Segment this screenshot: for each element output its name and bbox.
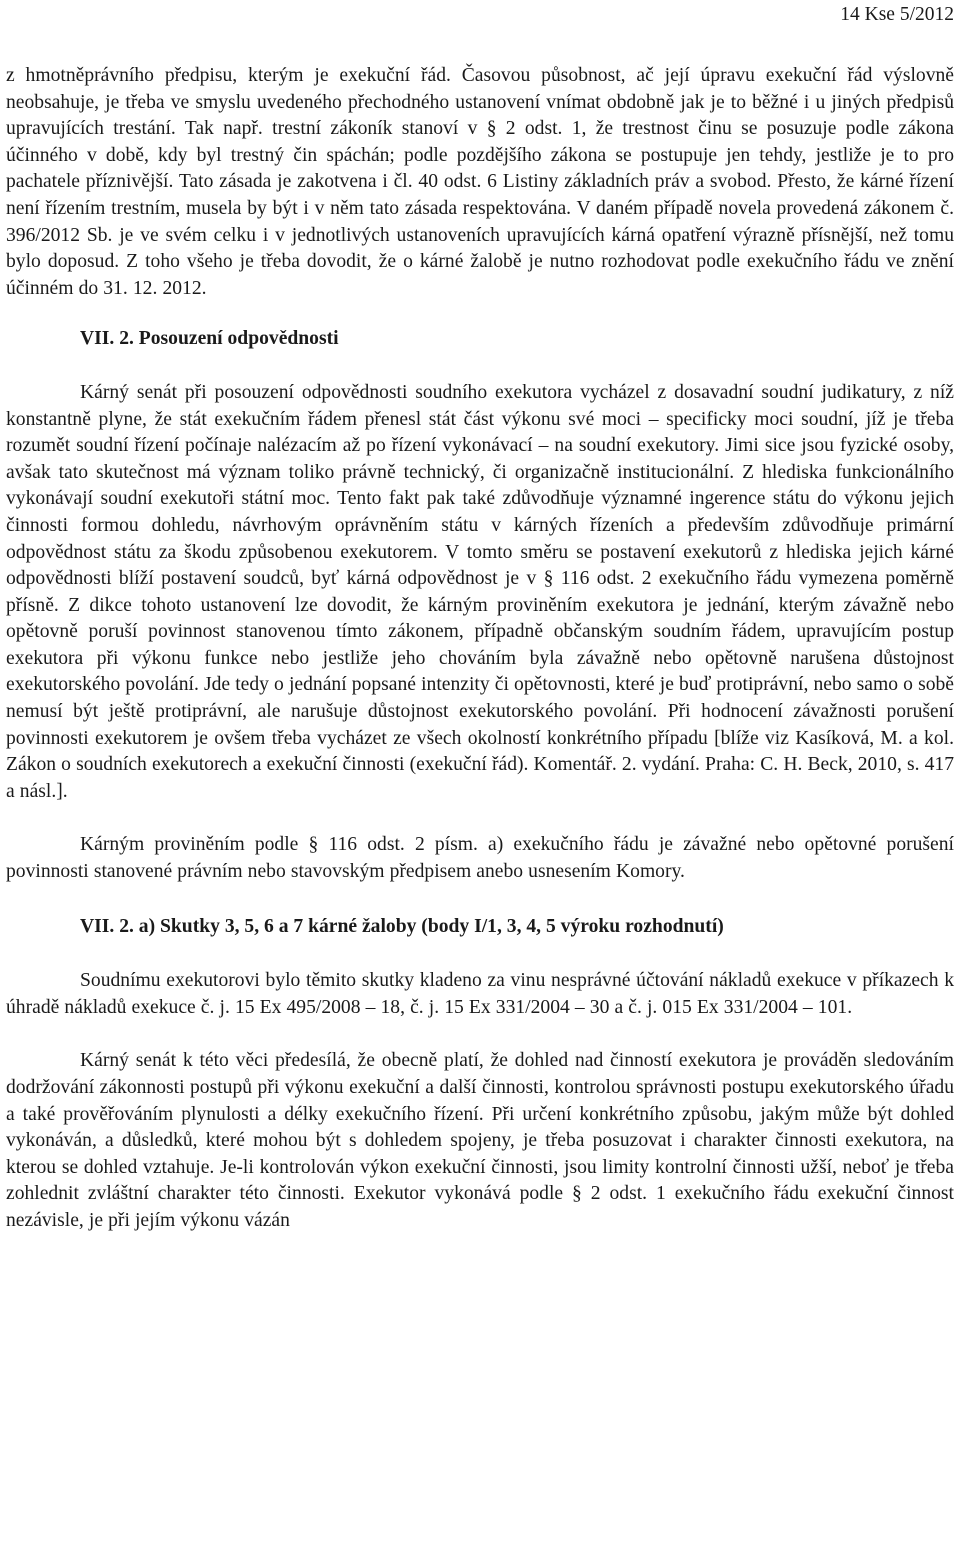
case-number-header: 14 Kse 5/2012 [840,4,954,25]
paragraph-disciplinary-offence-definition: Kárným proviněním podle § 116 odst. 2 písm. a) exekučního řádu je závažné nebo opětovné porušení povinnosti stanovené právním nebo stavovským předpisem anebo usnesením Komory. [6,834,954,883]
paragraph-supervision: Kárný senát k této věci předesílá, že obecně platí, že dohled nad činností exekutora je prováděn sledováním dodržování zákonnosti postupů při výkonu exekuční a další činnosti, kontrolou správnosti postupu exekutorského úřadu a také prověřováním plynulosti a délky exekučního řízení. Při určení konkrétního způsobu, jakým může být dohled vykonáván, a důsledků, které mohou být s dohledem spojeny, je třeba posuzovat i charakter činnosti exekutora, na kterou se dohled vztahuje. Je-li kontrolován výkon exekuční činnosti, jsou limity kontrolní činnosti užší, neboť je třeba zohlednit zvláštní charakter této činnosti. Exekutor vykonává podle § 2 odst. 1 exekučního řádu exekuční činnost nezávisle, je při jejím výkonu vázán [6,1050,954,1231]
spacer [6,302,954,326]
paragraph-responsibility-assessment: Kárný senát při posouzení odpovědnosti soudního exekutora vycházel z dosavadní soudní judikatury, z níž konstantně plyne, že stát exekučním řádem přenesl stát část výkonu své moci – specificky moci soudní, jíž je třeba rozumět soudní řízení počínaje nalézacím až po řízení vykonávací – na soudní exekutory. Jimi sice jsou fyzické osoby, avšak tato skutečnost má význam toliko právně technický, či organizačně institucionální. Z hlediska funkcionálního vykonávají soudní exekutoři státní moc. Tento fakt pak také zdůvodňuje významné ingerence státu do výkonu jejich činnosti formou dohledu, návrhovým oprávněním státu v kárných řízeních a především zdůvodňuje primární odpovědnost státu za škodu způsobenou exekutorem. V tomto směru se postavení exekutorů z hlediska jejich kárné odpovědnosti blíží postavení soudců, byť kárná odpovědnost je v § 116 odst. 2 exekučního řádu vymezena poměrně přísně. Z dikce tohoto ustanovení lze dovodit, že kárným proviněním exekutora je jednání, kterým závažně nebo opětovně poruší povinnost stanovenou tímto zákonem, případně občanským soudním řádem, upravujícím postup exekutora při výkonu funkce nebo jestliže jeho chováním byla závažně nebo opětovně narušena důstojnost exekutorského povolání. Jde tedy o jednání popsané intenzity či opětovnosti, které je buď protiprávní, nebo samo o sobě nemusí být ještě protiprávní, ale narušuje důstojnost exekutorského povolání. Při hodnocení závažnosti porušení povinnosti exekutorem je ovšem třeba vycházet ze všech okolností konkrétního případu [blíže viz Kasíková, M. a kol. Zákon o soudních exekutorech a exekuční činnosti (exekuční řád). Komentář. 2. vydání. Praha: C. H. Beck, 2010, s. 417 a násl.]. [6,381,954,802]
spacer [6,1021,954,1048]
spacer [6,886,954,914]
spacer [6,940,954,968]
paragraph-charges: Soudnímu exekutorovi bylo těmito skutky kladeno za vinu nesprávné účtování nákladů exekuce v příkazech k úhradě nákladů exekuce č. j. 15 Ex 495/2008 – 18, č. j. 15 Ex 331/2004 – 30 a č. j. 015 Ex 331/2004 – 101. [6,970,954,1018]
spacer [6,805,954,832]
document-body [6,63,954,1235]
paragraph-time-effect: z hmotněprávního předpisu, kterým je exekuční řád. Časovou působnost, ač její úpravu exekuční řád výslovně neobsahuje, je třeba ve smyslu uvedeného přechodného ustanovení vnímat obdobně jak je to běžné i u jiných předpisů upravujících trestání. Tak např. trestní zákoník stanoví v § 2 odst. 1, že trestnost činu se posuzuje podle zákona účinného v době, kdy byl trestný čin spáchán; podle pozdějšího zákona se postupuje jen tehdy, jestliže je to pro pachatele příznivější. Tato zásada je zakotvena i čl. 40 odst. 6 Listiny základních práv a svobod. Přesto, že kárné řízení není řízením trestním, musela by být i v něm tato zásada respektována. V daném případě novela provedená zákonem č. 396/2012 Sb. je ve svém celku i v jednotlivých ustanoveních upravujících kárná opatření výrazně přísnější, než tomu bylo doposud. Z toho všeho je třeba dovodit, že o kárné žalobě je nutno rozhodovat podle exekučního řádu ve znění účinném do 31. 12. 2012. [6,65,954,299]
spacer [6,353,954,380]
section-heading-acts: VII. 2. a) Skutky 3, 5, 6 a 7 kárné žaloby (body I/1, 3, 4, 5 výroku rozhodnutí) [80,915,724,937]
section-heading-responsibility: VII. 2. Posouzení odpovědnosti [80,328,339,350]
